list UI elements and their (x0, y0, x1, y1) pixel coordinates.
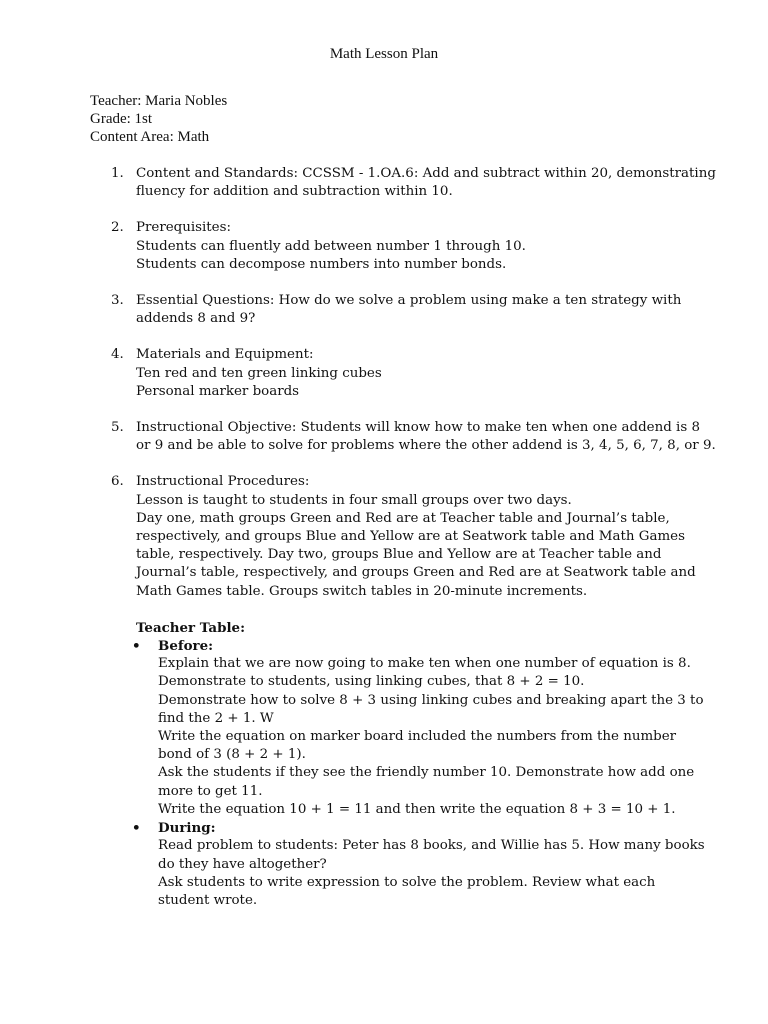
section-content-standards (0, 165, 768, 201)
section-materials (0, 346, 768, 401)
section-number: 3. (111, 293, 124, 309)
document-title: Math Lesson Plan (329, 46, 439, 62)
section-line: Students can fluently add between number 1 through 10. (136, 238, 526, 254)
section-line: Prerequisites: (136, 220, 231, 236)
lesson-sections (0, 165, 768, 928)
section-line: Essential Questions: How do we solve a problem using make a ten strategy with (136, 293, 682, 309)
section-line: Materials and Equipment: (136, 347, 314, 363)
section-number: 4. (111, 347, 124, 363)
section-prerequisites (0, 219, 768, 274)
during-block (132, 819, 705, 910)
during-line: Ask students to write expression to solve the problem. Review what each (158, 874, 656, 890)
section-line: Instructional Objective: Students will know how to make ten when one addend is 8 (136, 420, 700, 436)
section-number: 6. (111, 474, 124, 490)
teacher-table-heading: Teacher Table: (136, 619, 246, 636)
during-line: Read problem to students: Peter has 8 books, and Willie has 5. How many books (158, 838, 705, 854)
section-line: table, respectively. Day two, groups Blue and Yellow are at Teacher table and (136, 547, 662, 563)
teacher-table-section (132, 619, 705, 910)
section-procedures (0, 473, 768, 910)
section-number: 5. (111, 420, 124, 436)
section-number: 2. (111, 220, 124, 236)
section-line: respectively, and groups Blue and Yellow are at Seatwork table and Math Games (136, 529, 685, 545)
teacher-line: Teacher: Maria Nobles (90, 93, 228, 109)
during-heading: During: (158, 820, 216, 837)
section-line: Lesson is taught to students in four small groups over two days. (136, 492, 572, 508)
section-line: Personal marker boards (136, 383, 300, 399)
lesson-meta (90, 92, 227, 146)
section-line: addends 8 and 9? (136, 311, 256, 327)
before-line: Ask the students if they see the friendly number 10. Demonstrate how add one (158, 765, 695, 781)
section-line: Day one, math groups Green and Red are at Teacher table and Journal’s table, (136, 510, 670, 526)
before-block (132, 637, 704, 819)
section-line: Instructional Procedures: (136, 474, 310, 490)
before-heading: Before: (158, 638, 214, 655)
section-line: Ten red and ten green linking cubes (136, 365, 382, 381)
section-line: or 9 and be able to solve for problems where the other addend is 3, 4, 5, 6, 7, 8, or 9. (136, 438, 716, 454)
before-line: Demonstrate how to solve 8 + 3 using linking cubes and breaking apart the 3 to (158, 692, 704, 708)
during-line: student wrote. (158, 892, 258, 908)
section-objective (0, 419, 768, 455)
section-line: Students can decompose numbers into number bonds. (136, 256, 507, 272)
section-line: Math Games table. Groups switch tables in 20-minute increments. (136, 583, 588, 599)
grade-line: Grade: 1st (90, 111, 153, 127)
before-line: Demonstrate to students, using linking cubes, that 8 + 2 = 10. (158, 674, 585, 690)
section-line: fluency for addition and subtraction within 10. (136, 184, 453, 200)
section-line: Journal’s table, respectively, and groups Green and Red are at Seatwork table and (136, 565, 696, 581)
bullet-icon: • (132, 820, 141, 837)
section-number: 1. (111, 166, 124, 181)
section-line: Content and Standards: CCSSM - 1.OA.6: Add and subtract within 20, demonstrating (136, 166, 716, 181)
content-area-line: Content Area: Math (90, 129, 210, 145)
before-line: Explain that we are now going to make ten when one number of equation is 8. (158, 656, 691, 672)
before-line: find the 2 + 1. W (158, 710, 274, 726)
during-line: do they have altogether? (158, 856, 327, 872)
section-essential-questions (0, 292, 768, 328)
bullet-icon: • (132, 638, 141, 655)
before-line: Write the equation on marker board included the numbers from the number (158, 729, 677, 745)
before-line: more to get 11. (158, 783, 263, 799)
before-line: Write the equation 10 + 1 = 11 and then write the equation 8 + 3 = 10 + 1. (158, 801, 676, 817)
before-line: bond of 3 (8 + 2 + 1). (158, 747, 306, 763)
